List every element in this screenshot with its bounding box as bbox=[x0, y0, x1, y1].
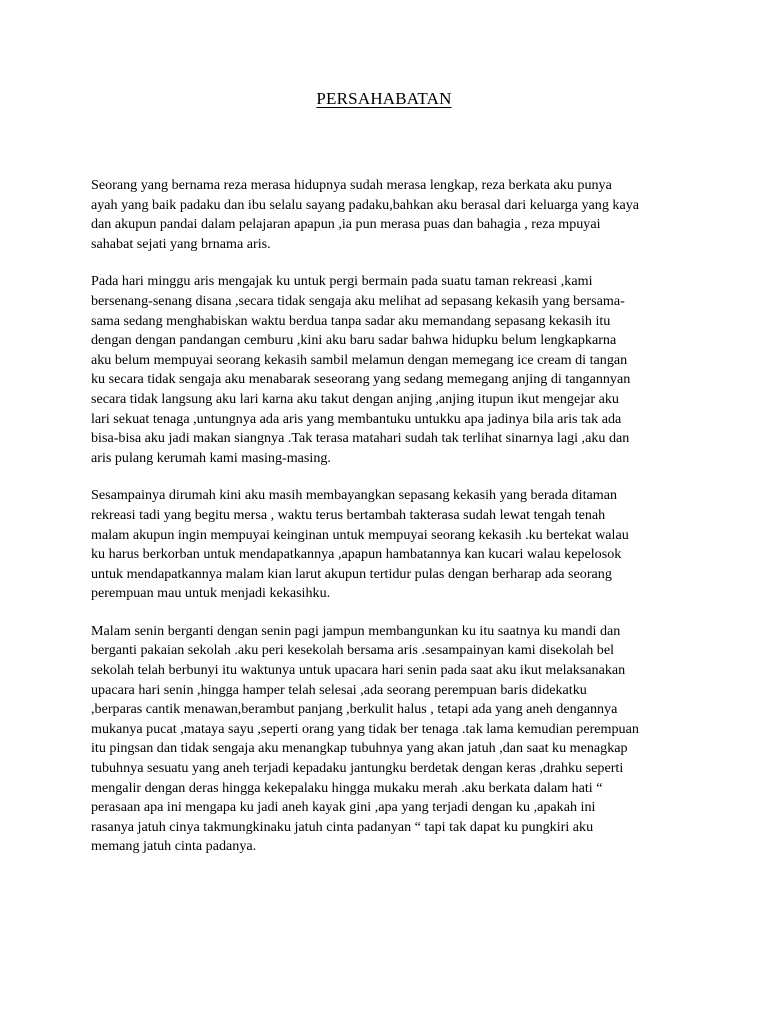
text-line: itu pingsan dan tidak sengaja aku menangkap tubuhnya yang akan jatuh ,dan saat ku menagkap bbox=[91, 740, 628, 757]
text-line: mukanya pucat ,mataya sayu ,seperti orang yang tidak ber tenaga .tak lama kemudian perempuan bbox=[91, 720, 639, 737]
text-line: ku harus berkorban untuk mendapatkannya ,apapun hambatannya kan kucari walau kepelosok bbox=[91, 546, 622, 563]
text-line: ku secara tidak sengaja aku menabarak seseorang yang sedang memegang anjing di tangannyan bbox=[91, 371, 631, 388]
text-line: Pada hari minggu aris mengajak ku untuk pergi bermain pada suatu taman rekreasi ,kami bbox=[91, 273, 593, 290]
text-line: rekreasi tadi yang begitu mersa , waktu terus bertambah takterasa sudah lewat tengah tenah bbox=[91, 506, 606, 523]
text-line: Malam senin berganti dengan senin pagi jampun membangunkan ku itu saatnya ku mandi dan bbox=[91, 622, 621, 639]
paragraph-3 bbox=[91, 486, 691, 604]
text-line: upacara hari senin ,hingga hamper telah selesai ,ada seorang perempuan baris didekatku bbox=[91, 681, 587, 698]
text-line: dengan dengan pandangan cemburu ,kini aku baru sadar bahwa hidupku belum lengkapkarna bbox=[91, 332, 617, 349]
paragraph-2 bbox=[91, 272, 691, 468]
document-body bbox=[91, 176, 691, 875]
text-line: sahabat sejati yang brnama aris. bbox=[91, 235, 271, 252]
text-line: aku belum mempuyai seorang kekasih sambil melamun dengan memegang ice cream di tangan bbox=[91, 351, 628, 368]
text-line: ayah yang baik padaku dan ibu selalu sayang padaku,bahkan aku berasal dari keluarga yang kaya bbox=[91, 196, 640, 213]
text-line: bisa-bisa aku jadi makan siangnya .Tak terasa matahari sudah tak terlihat sinarnya lagi ,aku dan bbox=[91, 430, 630, 447]
text-line: untuk mendapatkannya malam kian larut akupun tertidur pulas dengan berharap ada seorang bbox=[91, 565, 612, 582]
text-line: bersenang-senang disana ,secara tidak sengaja aku melihat ad sepasang kekasih yang bersama- bbox=[91, 292, 625, 309]
text-line: lari sekuat tenaga ,untungnya ada aris yang membantuku untukku apa jadinya bila aris tak ada bbox=[91, 410, 622, 427]
text-line: aris pulang kerumah kami masing-masing. bbox=[91, 449, 331, 466]
text-line: Sesampainya dirumah kini aku masih membayangkan sepasang kekasih yang berada ditaman bbox=[91, 487, 618, 504]
document-title: PERSAHABATAN bbox=[316, 89, 452, 108]
text-line: rasanya jatuh cinya takmungkinaku jatuh cinta padanyan “ tapi tak dapat ku pungkiri aku bbox=[91, 818, 594, 835]
text-line: Seorang yang bernama reza merasa hidupnya sudah merasa lengkap, reza berkata aku punya bbox=[91, 177, 612, 193]
text-line: malam akupun ingin mempuyai keinginan untuk mempuyai seorang kekasih .ku bertekat walau bbox=[91, 526, 629, 543]
text-line: mengalir dengan deras hingga kekepalaku hingga mukaku merah .aku berkata dalam hati “ bbox=[91, 779, 603, 796]
text-line: tubuhnya sesuatu yang aneh terjadi kepadaku jantungku berdetak dengan keras ,drahku seperti bbox=[91, 760, 624, 777]
paragraph-1 bbox=[91, 176, 691, 254]
text-line: dan akupun pandai dalam pelajaran apapun ,ia pun merasa puas dan bahagia , reza mpuyai bbox=[91, 216, 601, 233]
text-line: secara tidak langsung aku lari karna aku takut dengan anjing ,anjing itupun ikut mengejar aku bbox=[91, 390, 619, 407]
text-line: berganti pakaian sekolah .aku peri kesekolah bersama aris .sesampainyan kami disekolah bel bbox=[91, 642, 614, 659]
text-line: sama sedang menghabiskan waktu berdua tanpa sadar aku memandang sepasang kekasih itu bbox=[91, 312, 611, 329]
text-line: ,berparas cantik menawan,berambut panjang ,berkulit halus , tetapi ada yang aneh dengannya bbox=[91, 701, 618, 718]
text-line: memang jatuh cinta padanya. bbox=[91, 838, 257, 855]
paragraph-4 bbox=[91, 622, 691, 857]
text-line: perasaan apa ini mengapa ku jadi aneh kayak gini ,apa yang terjadi dengan ku ,apakah ini bbox=[91, 799, 596, 816]
text-line: sekolah telah berbunyi itu waktunya untuk upacara hari senin pada saat aku ikut melaksanakan bbox=[91, 662, 626, 679]
text-line: perempuan mau untuk menjadi kekasihku. bbox=[91, 585, 331, 602]
